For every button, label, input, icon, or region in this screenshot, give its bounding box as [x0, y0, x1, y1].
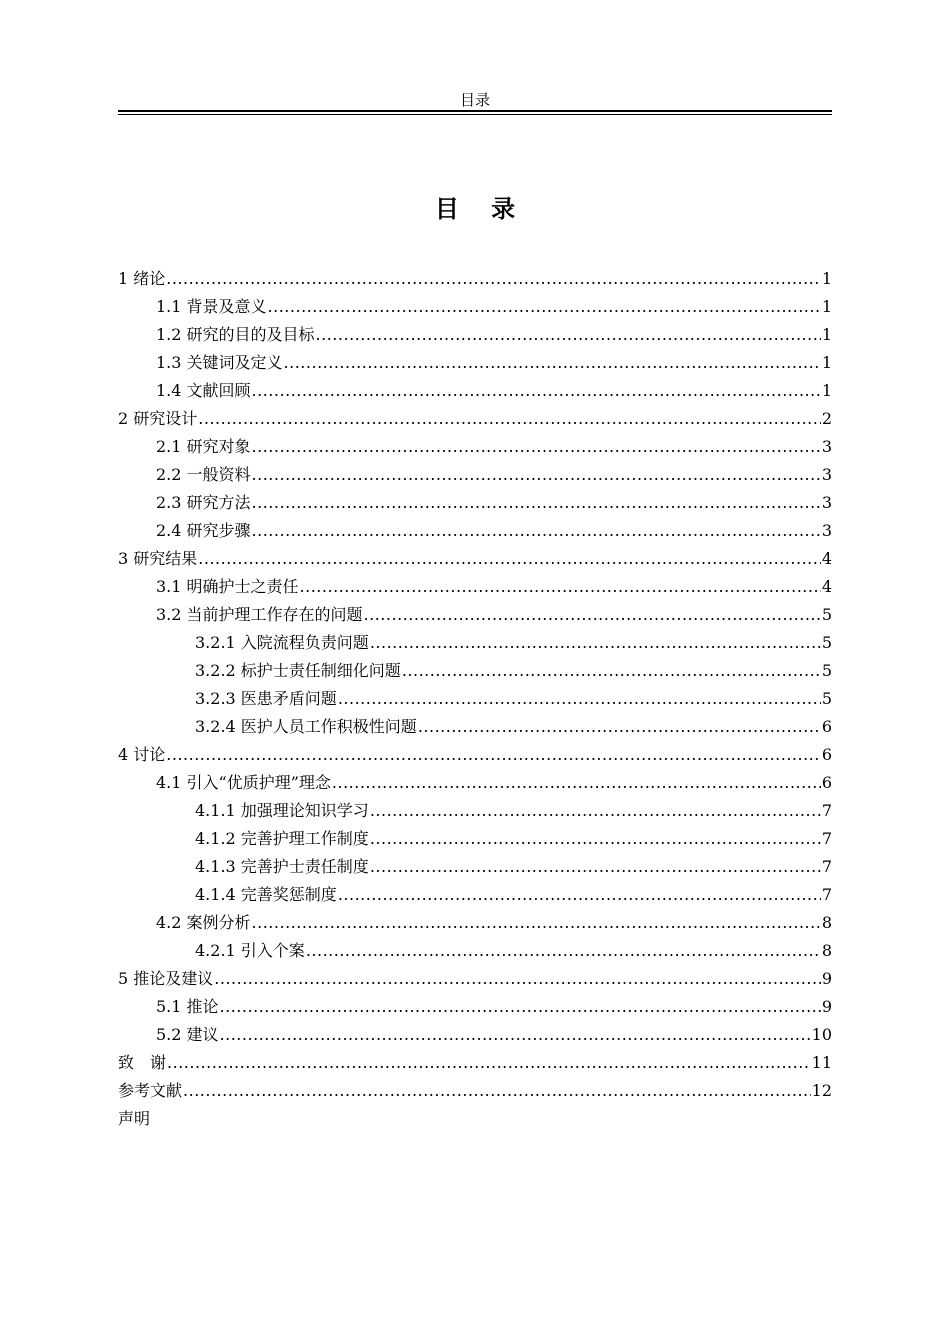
toc-leader-dots — [198, 405, 821, 433]
toc-entry-label: 3.2.3 医患矛盾问题 — [195, 689, 337, 708]
toc-entry[interactable] — [118, 993, 832, 1021]
toc-entry-label: 4.1.2 完善护理工作制度 — [195, 829, 369, 848]
toc-entry-label: 3.1 明确护士之责任 — [156, 577, 299, 596]
toc-leader-dots — [166, 741, 821, 769]
toc-entry-page: 5 — [821, 661, 832, 680]
header-rule — [118, 110, 832, 112]
toc-entry-page: 5 — [821, 689, 832, 708]
toc-entry-label: 1.4 文献回顾 — [156, 381, 251, 400]
toc-entry-label: 2.3 研究方法 — [156, 493, 251, 512]
toc-leader-dots — [252, 461, 821, 489]
toc-entry-page: 1 — [821, 269, 832, 288]
toc-entry[interactable] — [118, 741, 832, 769]
toc-leader-dots — [332, 769, 821, 797]
toc-entry[interactable] — [118, 405, 832, 433]
toc-leader-dots — [316, 321, 821, 349]
toc-leader-dots — [214, 965, 821, 993]
toc-entry[interactable] — [118, 909, 832, 937]
toc-leader-dots — [370, 629, 821, 657]
toc-entry-page: 7 — [821, 801, 832, 820]
toc-entry-page: 10 — [811, 1025, 832, 1044]
toc-entry[interactable] — [118, 377, 832, 405]
toc-entry-page: 6 — [821, 717, 832, 736]
toc-leader-dots — [402, 657, 821, 685]
toc-leader-dots — [183, 1077, 811, 1105]
toc-entry-page: 7 — [821, 857, 832, 876]
toc-entry-page: 9 — [821, 969, 832, 988]
toc-entry-label: 1.1 背景及意义 — [156, 297, 267, 316]
toc-entry-label: 2.1 研究对象 — [156, 437, 251, 456]
toc-entry-label: 1.3 关键词及定义 — [156, 353, 283, 372]
toc-leader-dots — [338, 881, 821, 909]
toc-leader-dots — [284, 349, 821, 377]
toc-entry-label: 2.2 一般资料 — [156, 465, 251, 484]
toc-leader-dots — [364, 601, 821, 629]
toc-leader-dots — [252, 377, 821, 405]
toc-leader-dots — [418, 713, 821, 741]
toc-entry[interactable] — [118, 629, 832, 657]
toc-entry[interactable] — [118, 769, 832, 797]
toc-leader-dots — [198, 545, 821, 573]
page-title: 目 录 — [434, 195, 528, 223]
toc-entry[interactable] — [118, 573, 832, 601]
toc-entry[interactable] — [118, 853, 832, 881]
toc-entry-page: 3 — [821, 493, 832, 512]
toc-entry[interactable] — [118, 657, 832, 685]
toc-entry-label: 4.2.1 引入个案 — [195, 941, 305, 960]
toc-entry-page: 2 — [821, 409, 832, 428]
toc-entry-page: 8 — [821, 941, 832, 960]
toc-entry[interactable] — [118, 937, 832, 965]
toc-entry-label: 4.1 引入“优质护理”理念 — [156, 773, 331, 792]
toc-entry-page: 3 — [821, 521, 832, 540]
toc-entry-label: 3.2.4 医护人员工作积极性问题 — [195, 717, 417, 736]
toc-entry[interactable] — [118, 1021, 832, 1049]
toc-leader-dots — [252, 433, 821, 461]
toc-entry[interactable] — [118, 1077, 832, 1105]
toc-entry[interactable] — [118, 685, 832, 713]
toc-entry-label: 5 推论及建议 — [118, 969, 214, 988]
header-rule-thin — [118, 114, 832, 115]
toc-entry-page: 5 — [821, 605, 832, 624]
toc-leader-dots — [268, 293, 821, 321]
toc-entry-label: 5.1 推论 — [156, 997, 219, 1016]
toc-entry-label: 3.2.2 标护士责任制细化问题 — [195, 661, 401, 680]
toc-leader-dots — [370, 797, 821, 825]
toc-entry-label: 4.1.1 加强理论知识学习 — [195, 801, 369, 820]
toc-entry-page: 5 — [821, 633, 832, 652]
toc-entry[interactable] — [118, 797, 832, 825]
toc-entry[interactable] — [118, 601, 832, 629]
toc-leader-dots — [370, 853, 821, 881]
toc-entry-page: 7 — [821, 885, 832, 904]
toc-entry-page: 6 — [821, 745, 832, 764]
toc-entry-page: 7 — [821, 829, 832, 848]
toc-entry-page: 12 — [811, 1081, 832, 1100]
toc-entry-label: 参考文献 — [118, 1081, 183, 1100]
toc-entry-page: 4 — [821, 577, 832, 596]
toc-entry[interactable] — [118, 881, 832, 909]
toc-entry-label: 4.1.3 完善护士责任制度 — [195, 857, 369, 876]
toc-entry[interactable] — [118, 1105, 832, 1133]
toc-entry[interactable] — [118, 1049, 832, 1077]
toc-entry-label: 2 研究设计 — [118, 409, 198, 428]
toc-leader-dots — [220, 1021, 811, 1049]
toc-entry[interactable] — [118, 321, 832, 349]
toc-entry-label: 4.1.4 完善奖惩制度 — [195, 885, 337, 904]
toc-entry[interactable] — [118, 461, 832, 489]
toc-entry-page: 1 — [821, 297, 832, 316]
toc-entry[interactable] — [118, 293, 832, 321]
table-of-contents — [118, 265, 832, 1133]
toc-entry-page: 6 — [821, 773, 832, 792]
toc-entry-page: 3 — [821, 465, 832, 484]
toc-entry[interactable] — [118, 713, 832, 741]
toc-entry-label: 3.2 当前护理工作存在的问题 — [156, 605, 363, 624]
toc-entry-page: 3 — [821, 437, 832, 456]
toc-entry-page: 9 — [821, 997, 832, 1016]
toc-leader-dots — [306, 937, 821, 965]
toc-entry-page: 1 — [821, 381, 832, 400]
toc-entry[interactable] — [118, 489, 832, 517]
toc-entry[interactable] — [118, 265, 832, 293]
toc-leader-dots — [252, 517, 821, 545]
toc-entry-label: 4 讨论 — [118, 745, 166, 764]
toc-leader-dots — [252, 489, 821, 517]
toc-entry-page: 8 — [821, 913, 832, 932]
toc-entry[interactable] — [118, 433, 832, 461]
running-header: 目录 — [459, 91, 490, 109]
toc-leader-dots — [252, 909, 821, 937]
toc-entry[interactable] — [118, 965, 832, 993]
toc-entry[interactable] — [118, 349, 832, 377]
toc-entry-label: 1.2 研究的目的及目标 — [156, 325, 315, 344]
toc-leader-dots — [300, 573, 821, 601]
toc-entry-label: 致 谢 — [118, 1053, 167, 1072]
toc-entry-label: 1 绪论 — [118, 269, 166, 288]
toc-entry-label: 2.4 研究步骤 — [156, 521, 251, 540]
toc-entry-page: 1 — [821, 325, 832, 344]
toc-entry-label: 3 研究结果 — [118, 549, 198, 568]
toc-leader-dots — [370, 825, 821, 853]
toc-leader-dots — [167, 1049, 811, 1077]
toc-entry[interactable] — [118, 517, 832, 545]
toc-entry-page: 11 — [811, 1053, 832, 1072]
toc-entry-label: 5.2 建议 — [156, 1025, 219, 1044]
toc-entry[interactable] — [118, 825, 832, 853]
toc-leader-dots — [220, 993, 821, 1021]
toc-entry-label: 3.2.1 入院流程负责问题 — [195, 633, 369, 652]
toc-entry[interactable] — [118, 545, 832, 573]
toc-leader-dots — [338, 685, 821, 713]
toc-entry-page: 4 — [821, 549, 832, 568]
toc-entry-page: 1 — [821, 353, 832, 372]
toc-entry-label: 4.2 案例分析 — [156, 913, 251, 932]
toc-leader-dots — [166, 265, 821, 293]
toc-entry-label: 声明 — [118, 1109, 151, 1128]
